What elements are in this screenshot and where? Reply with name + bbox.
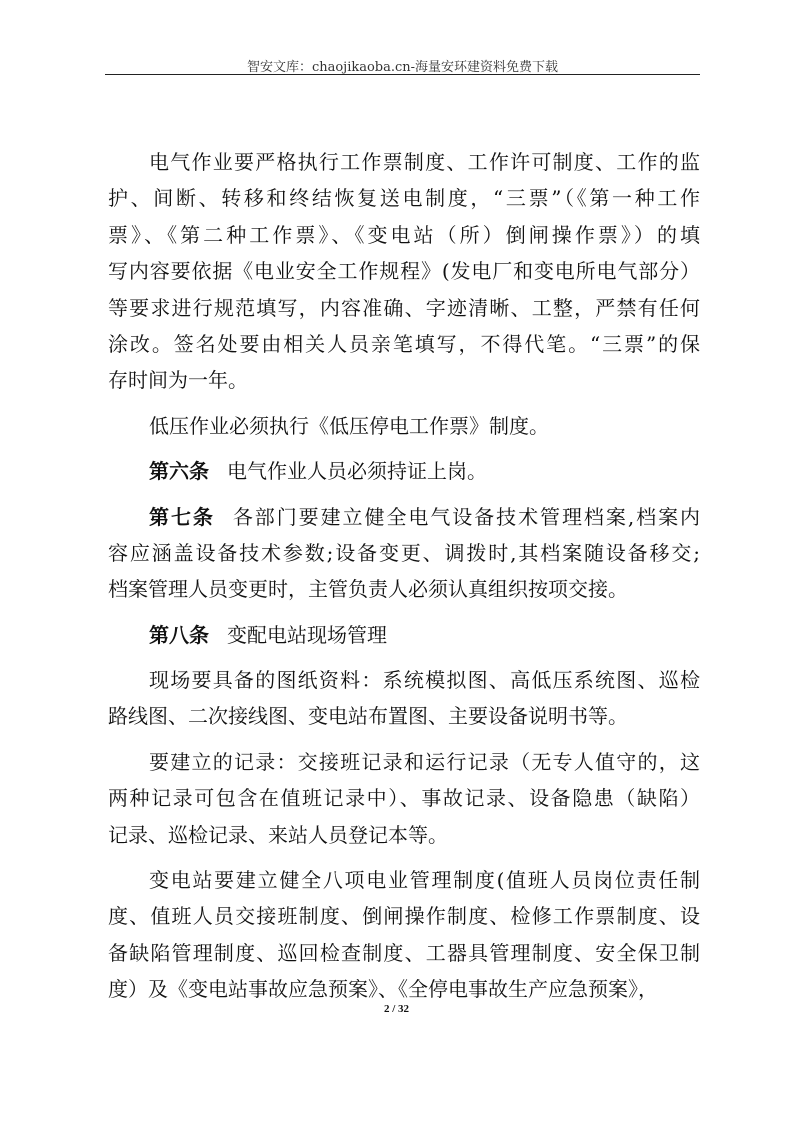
paragraph-line [108, 662, 700, 698]
paragraph [108, 408, 700, 444]
paragraph-line [108, 698, 700, 734]
paragraph-line [108, 935, 700, 971]
line-text: 涂改。签名处要由相关人员亲笔填写，不得代笔。“三票”的保 [108, 331, 700, 356]
line-text: 写内容要依据《电业安全工作规程》(发电厂和变电所电气部分） [108, 259, 700, 284]
line-text: 存时间为一年。 [108, 368, 248, 393]
paragraph-line [108, 362, 700, 398]
paragraph-line [108, 499, 700, 535]
paragraph-line [108, 817, 700, 853]
article-number: 第六条 [149, 459, 209, 484]
header-divider [105, 74, 700, 75]
paragraph [108, 499, 700, 608]
line-text: 要建立的记录：交接班记录和运行记录（无专人值守的，这 [149, 749, 700, 774]
page-number: 2 / 32 [383, 1003, 410, 1015]
line-text: 电气作业人员必须持证上岗。 [227, 459, 487, 484]
line-text: 电气作业要严格执行工作票制度、工作许可制度、工作的监 [149, 150, 700, 174]
line-text: 变电站要建立健全八项电业管理制度(值班人员岗位责任制 [149, 868, 700, 893]
paragraph-line [108, 144, 700, 180]
paragraph [108, 453, 700, 489]
line-text: 低压作业必须执行《低压停电工作票》制度。 [149, 413, 549, 438]
line-text: 票》、《第二种工作票》、《变电站（所）倒闸操作票》）的填 [108, 222, 700, 247]
paragraph-line [108, 617, 700, 653]
line-text: 记录、巡检记录、来站人员登记本等。 [108, 822, 448, 847]
line-text: 备缺陷管理制度、巡回检查制度、工器具管理制度、安全保卫制 [108, 940, 700, 965]
line-text: 度）及《变电站事故应急预案》、《全停电事故生产应急预案》， [108, 977, 658, 1002]
line-text: 档案管理人员变更时，主管负责人必须认真组织按项交接。 [108, 577, 628, 602]
paragraph [108, 662, 700, 735]
line-text: 各部门要建立健全电气设备技术管理档案,档案内 [232, 504, 701, 529]
paragraph-line [108, 408, 700, 444]
paragraph-line [108, 898, 700, 934]
paragraph [108, 862, 700, 1008]
line-text: 路线图、二次接线图、变电站布置图、主要设备说明书等。 [108, 704, 628, 729]
article-number: 第七条 [149, 504, 215, 529]
line-text: 度、值班人员交接班制度、倒闸操作制度、检修工作票制度、设 [108, 904, 700, 929]
paragraph-line [108, 253, 700, 289]
article-number: 第八条 [149, 622, 209, 647]
line-text: 变配电站现场管理 [227, 622, 387, 647]
paragraph [108, 617, 700, 653]
page-header: 智安文库：chaojikaoba.cn-海量安环建资料免费下载 [246, 60, 559, 75]
paragraph-line [108, 862, 700, 898]
paragraph-line [108, 744, 700, 780]
paragraph-line [108, 453, 700, 489]
paragraph [108, 144, 700, 399]
line-text: 两种记录可包含在值班记录中）、事故记录、设备隐患（缺陷） [108, 786, 700, 811]
paragraph-line [108, 180, 700, 216]
paragraph-line [108, 780, 700, 816]
paragraph-line [108, 217, 700, 253]
paragraph-line [108, 535, 700, 571]
paragraph-line [108, 326, 700, 362]
line-text: 现场要具备的图纸资料：系统模拟图、高低压系统图、巡检 [149, 668, 700, 693]
paragraph [108, 744, 700, 853]
line-text: 护、间断、转移和终结恢复送电制度，“三票”（《第一种工作 [108, 186, 700, 211]
document-body [108, 144, 700, 1008]
paragraph-line [108, 571, 700, 607]
line-text: 容应涵盖设备技术参数;设备变更、调拨时,其档案随设备移交; [108, 540, 700, 565]
line-text: 等要求进行规范填写，内容准确、字迹清晰、工整，严禁有任何 [108, 295, 700, 320]
paragraph-line [108, 290, 700, 326]
